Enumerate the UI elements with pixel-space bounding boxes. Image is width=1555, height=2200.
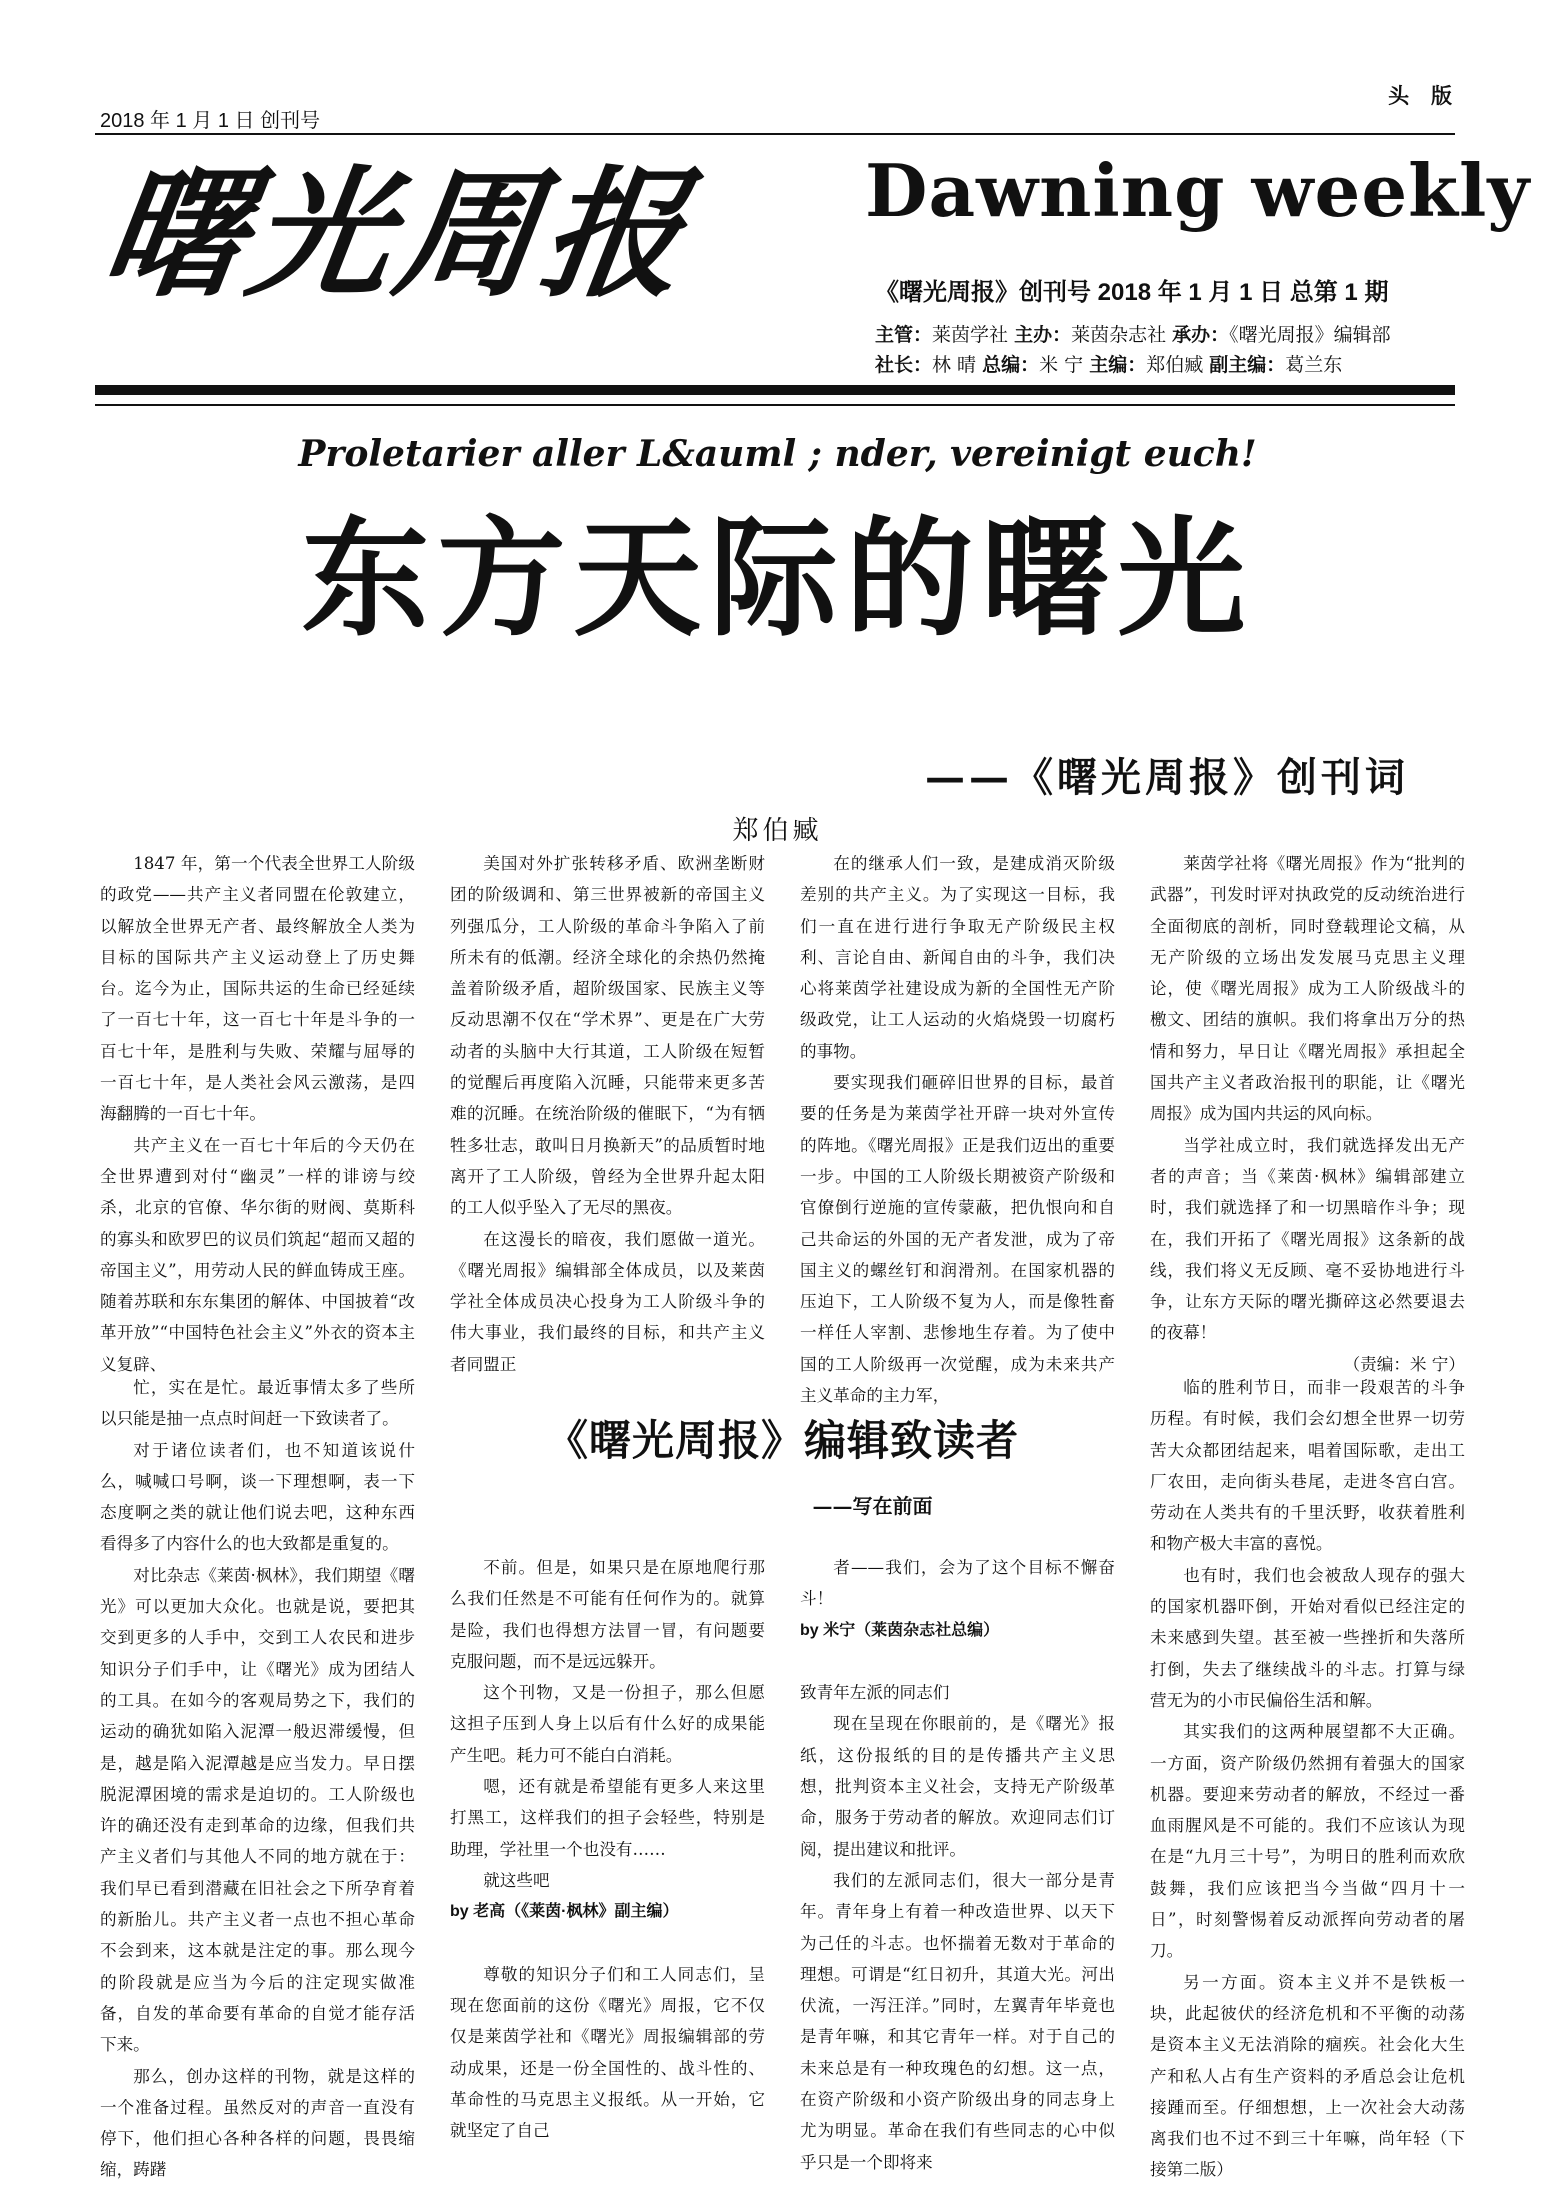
lead-column-1 (100, 848, 415, 1380)
paragraph: 那么，创办这样的刊物，就是这样的一个准备过程。虽然反对的声音一直没有停下，他们担心各种各样的问题，畏畏缩缩，踌躇 (100, 2066, 415, 2180)
staff-name: 《曙光周报》编辑部 (1229, 324, 1391, 346)
lead-column-4 (1150, 848, 1465, 1380)
paragraph: 者——我们，会为了这个目标不懈奋斗！ (800, 1558, 1115, 1609)
issue-line: 《曙光周报》创刊号 2018 年 1 月 1 日 总第 1 期 (875, 279, 1389, 306)
editorial-subtitle: ——写在前面 (812, 1494, 933, 1518)
staff-role: 总编： (982, 355, 1040, 376)
staff-role: 主编： (1089, 355, 1147, 376)
paragraph: 要实现我们砸碎旧世界的目标，最首要的任务是为莱茵学社开辟一块对外宣传的阵地。《曙光周报》正是我们迈出的重要一步。中国的工人阶级长期被资产阶级和官僚倒行逆施的宣传蒙蔽，把仇恨向和自己共命运的外国的无产者发泄，成为了帝国主义的螺丝钉和润滑剂。在国家机器的压迫下，工人阶级不复为人，而是像牲畜一样任人宰割、悲惨地生存着。为了使中国的工人阶级再一次觉醒，成为未来共产主义革命的主力军， (800, 1073, 1115, 1406)
paragraph: 临的胜利节日，而非一段艰苦的斗争历程。有时候，我们会幻想全世界一切劳苦大众都团结起来，唱着国际歌，走出工厂农田，走向街头巷尾，走进冬宫白宫。劳动在人类共有的千里沃野，收获着胜利和物产极大丰富的喜悦。 (1150, 1378, 1465, 1554)
greeting: 致青年左派的同志们 (800, 1683, 950, 1703)
editorial-column-3 (800, 1552, 1115, 2178)
staff-role: 主办： (1014, 325, 1072, 346)
editorial-column-3b-body (800, 1708, 1115, 2177)
paragraph: 莱茵学社将《曙光周报》作为“批判的武器”，刊发时评对执政党的反动统治进行全面彻底的剖析，同时登载理论文稿，从无产阶级的立场出发发展马克思主义理论，使《曙光周报》成为工人阶级战斗的檄文、团结的旗帜。我们将拿出万分的热情和努力，早日让《曙光周报》承担起全国共产主义者政治报刊的职能，让《曙光周报》成为国内共运的风向标。 (1150, 854, 1465, 1124)
masthead-thin-rule (95, 404, 1455, 406)
staff-name: 莱茵学社 (932, 324, 1015, 346)
staff-name: 林 晴 (932, 354, 983, 376)
spacer (450, 1928, 765, 1959)
staff-role: 副主编： (1209, 355, 1286, 376)
paragraph: 忙，实在是忙。最近事情太多了些所以只能是抽一点点时间赶一下致读者了。 (100, 1378, 415, 1429)
paragraph: 现在呈现在你眼前的，是《曙光》报纸，这份报纸的目的是传播共产主义思想，批判资本主义社会，支持无产阶级革命，服务于劳动者的解放。欢迎同志们订阅，提出建议和批评。 (800, 1714, 1115, 1859)
issue-date: 2018 年 1 月 1 日 创刊号 (100, 110, 321, 132)
staff-line-1 (875, 320, 1391, 347)
staff-line-2 (875, 350, 1342, 377)
staff-role: 主管： (875, 325, 933, 346)
paragraph: 对比杂志《莱茵·枫林》，我们期望《曙光》可以更加大众化。也就是说，要把其交到更多的人手中，交到工人农民和进步知识分子们手中，让《曙光》成为团结人的工具。在如今的客观局势之下，我们的运动的确犹如陷入泥潭一般迟滞缓慢，但是，越是陷入泥潭越是应当发力。早日摆脱泥潭困境的需求是迫切的。工人阶级也许的确还没有走到革命的边缘，但我们共产主义者们与其他人不同的地方就在于：我们早已看到潜藏在旧社会之下所孕育着的新胎儿。共产主义者一点也不担心革命不会到来，这本就是注定的事。那么现今的阶段就是应当为今后的注定现实做准备，自发的革命要有革命的自觉才能存活下来。 (100, 1565, 415, 2055)
editorial-column-2-body (450, 1552, 765, 1896)
slogan: Proletarier aller L&auml ; nder, vereinigt euch! (298, 433, 1257, 475)
byline-laogao: by 老高（《莱茵·枫林》副主编） (450, 1903, 679, 1921)
paragraph: 在这漫长的暗夜，我们愿做一道光。《曙光周报》编辑部全体成员，以及莱茵学社全体成员决心投身为工人阶级斗争的伟大事业，我们最终的目标，和共产主义者同盟正 (450, 1229, 765, 1374)
paragraph: 1847 年，第一个代表全世界工人阶级的政党——共产主义者同盟在伦敦建立，以解放全世界无产者、最终解放全人类为目标的国际共产主义运动登上了历史舞台。迄今为止，国际共运的生命已经延续了一百七十年，这一百七十年是斗争的一百七十年，是胜利与失败、荣耀与屈辱的一百七十年，是人类社会风云激荡，是四海翻腾的一百七十年。 (100, 854, 415, 1124)
lead-author: 郑伯臧 (732, 816, 823, 846)
paragraph: 当学社成立时，我们就选择发出无产者的声音；当《莱茵·枫林》编辑部建立时，我们就选择了和一切黑暗作斗争；现在，我们开拓了《曙光周报》这条新的战线，我们将义无反顾、毫不妥协地进行斗争，让东方天际的曙光撕碎这必然要退去的夜幕！ (1150, 1135, 1465, 1343)
editor-note: （责编：米 宁） (1343, 1354, 1465, 1374)
editorial-column-4 (1150, 1372, 1465, 2186)
paragraph: 美国对外扩张转移矛盾、欧洲垄断财团的阶级调和、第三世界被新的帝国主义列强瓜分，工人阶级的革命斗争陷入了前所未有的低潮。经济全球化的余热仍然掩盖着阶级矛盾，超阶级国家、民族主义等反动思潮不仅在“学术界”、更是在广大劳动者的头脑中大行其道，工人阶级在短暂的觉醒后再度陷入沉睡，只能带来更多苦难的沉睡。在统治阶级的催眠下，“为有牺牲多壮志，敢叫日月换新天”的品质暂时地离开了工人阶级，曾经为全世界升起太阳的工人似乎坠入了无尽的黑夜。 (450, 854, 765, 1218)
page-label: 头 版 (1388, 85, 1460, 108)
paragraph: 就这些吧 (483, 1870, 550, 1890)
lead-column-4-body (1150, 848, 1465, 1349)
paragraph: 另一方面。资本主义并不是铁板一块，此起彼伏的经济危机和不平衡的动荡是资本主义无法消除的痼疾。社会化大生产和私人占有生产资料的矛盾总会让危机接踵而至。仔细想想，上一次社会大动荡离我们也不过不到三十年嘛，尚年轻（下接第二版） (1150, 1972, 1465, 2180)
editorial-column-1 (100, 1372, 415, 2186)
paragraph: 也有时，我们也会被敌人现存的强大的国家机器吓倒，开始对看似已经注定的未来感到失望。甚至被一些挫折和失落所打倒，失去了继续战斗的斗志。打算与绿营无为的小市民偏俗生活和解。 (1150, 1565, 1465, 1710)
lead-column-2 (450, 848, 765, 1380)
masthead-thick-rule (95, 385, 1455, 395)
staff-name: 郑伯臧 (1146, 354, 1210, 376)
staff-name: 葛兰东 (1285, 354, 1343, 376)
paragraph: 嗯，还有就是希望能有更多人来这里打黑工，这样我们的担子会轻些，特别是助理，学社里一个也没有…… (450, 1777, 765, 1859)
paragraph: 尊敬的知识分子们和工人同志们，呈现在您面前的这份《曙光》周报，它不仅仅是莱茵学社和《曙光》周报编辑部的劳动成果，还是一份全国性的、战斗性的、革命性的马克思主义报纸。从一开始，它就坚定了自己 (450, 1964, 765, 2141)
paragraph: 不前。但是，如果只是在原地爬行那么我们任然是不可能有任何作为的。就算是险，我们也得想方法冒一冒，有问题要克服问题，而不是远远躲开。 (450, 1558, 765, 1671)
byline-mining: by 米宁（莱茵杂志社总编） (800, 1621, 1000, 1639)
staff-role: 社长： (875, 355, 933, 376)
masthead-english: Dawning weekly (865, 148, 1531, 233)
lead-headline: 东方天际的曙光 (301, 504, 1254, 654)
editorial-title: 《曙光周报》编辑致读者 (545, 1416, 1019, 1465)
lead-subhead: ——《曙光周报》创刊词 (925, 754, 1409, 801)
masthead-title: 曙光周报 (93, 153, 701, 317)
paragraph: 这个刊物，又是一份担子，那么但愿这担子压到人身上以后有什么好的成果能产生吧。耗力可不能白白消耗。 (450, 1683, 765, 1765)
paragraph: 共产主义在一百七十年后的今天仍在全世界遭到对付“幽灵”一样的诽谤与绞杀，北京的官僚、华尔街的财阀、莫斯科的寡头和欧罗巴的议员们筑起“超而又超的帝国主义”，用劳动人民的鲜血铸成王座。随着苏联和东东集团的解体、中国披着“改革开放”“中国特色社会主义”外衣的资本主义复辟、 (100, 1135, 415, 1374)
staff-name: 莱茵杂志社 (1071, 324, 1173, 346)
top-rule (95, 133, 1455, 135)
lead-column-3 (800, 848, 1115, 1411)
staff-role: 承办： (1172, 325, 1230, 346)
spacer (800, 1646, 1115, 1677)
paragraph: 对于诸位读者们，也不知道该说什么，喊喊口号啊，谈一下理想啊，表一下态度啊之类的就让他们说去吧，这种东西看得多了内容什么的也大致都是重复的。 (100, 1440, 415, 1554)
editorial-column-2b-body (450, 1959, 765, 2147)
paragraph: 其实我们的这两种展望都不大正确。一方面，资产阶级仍然拥有着强大的国家机器。要迎来劳动者的解放，不经过一番血雨腥风是不可能的。我们不应该认为现在是“九月三十号”，为明日的胜利而欢欣鼓舞，我们应该把当今当做“四月十一日”，时刻警惕着反动派挥向劳动者的屠刀。 (1150, 1722, 1465, 1961)
editorial-column-3-body (800, 1552, 1115, 1615)
editorial-column-2 (450, 1552, 765, 2147)
staff-name: 米 宁 (1039, 354, 1090, 376)
paragraph: 我们的左派同志们，很大一部分是青年。青年身上有着一种改造世界、以天下为己任的斗志。也怀揣着无数对于革命的理想。可谓是“红日初升，其道大光。河出伏流，一泻汪洋。”同时，左翼青年毕竟也是青年嘛，和其它青年一样。对于自己的未来总是有一种玫瑰色的幻想。这一点，在资产阶级和小资产阶级出身的同志身上尤为明显。革命在我们有些同志的心中似乎只是一个即将来 (800, 1870, 1115, 2172)
paragraph: 在的继承人们一致，是建成消灭阶级差别的共产主义。为了实现这一目标，我们一直在进行进行争取无产阶级民主权利、言论自由、新闻自由的斗争，我们决心将莱茵学社建设成为新的全国性无产阶级政党，让工人运动的火焰烧毁一切腐朽的事物。 (800, 854, 1115, 1061)
